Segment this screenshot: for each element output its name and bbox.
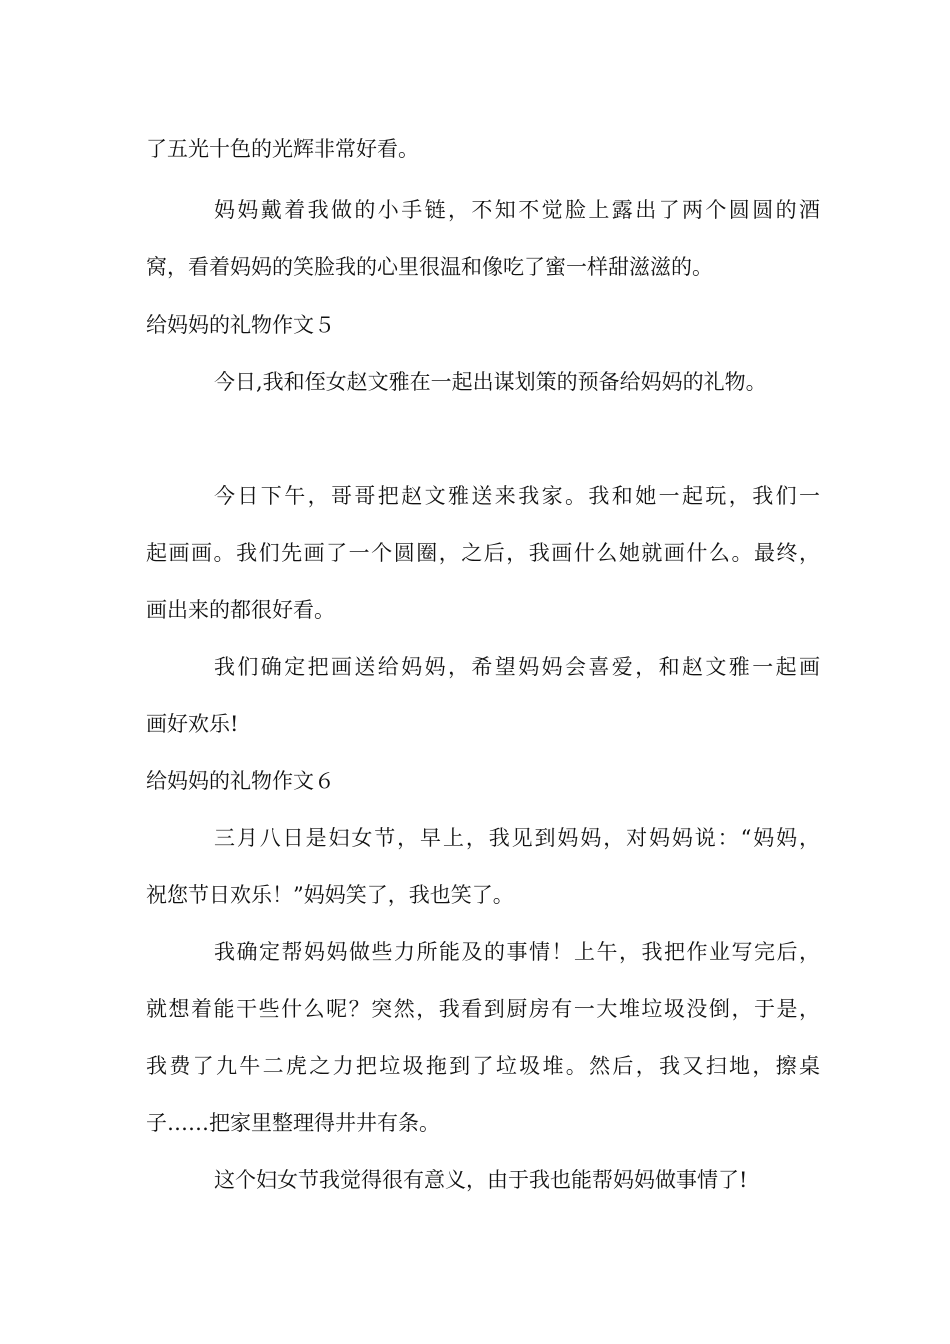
paragraph-line: 画出来的都很好看。 <box>146 598 335 622</box>
section-heading: 给妈妈的礼物作文５ <box>146 313 335 337</box>
paragraph-line: 画好欢乐! <box>146 712 239 736</box>
paragraph-line: 起画画。我们先画了一个圆圈，之后，我画什么她就画什么。最终， <box>146 541 820 565</box>
paragraph-line: 窝，看着妈妈的笑脸我的心里很温和像吃了蜜一样甜滋滋的。 <box>146 255 713 279</box>
paragraph-line: 了五光十色的光辉非常好看。 <box>146 137 419 161</box>
paragraph-line: 三月八日是妇女节，早上，我见到妈妈，对妈妈说：“妈妈， <box>214 826 820 850</box>
paragraph-line: 这个妇女节我觉得很有意义，由于我也能帮妈妈做事情了! <box>214 1168 748 1192</box>
paragraph-line: 子……把家里整理得井井有条。 <box>146 1111 440 1135</box>
section-heading: 给妈妈的礼物作文６ <box>146 769 335 793</box>
paragraph-line: 我确定帮妈妈做些力所能及的事情！上午，我把作业写完后， <box>214 940 820 964</box>
paragraph-line: 祝您节日欢乐！”妈妈笑了，我也笑了。 <box>146 883 514 907</box>
paragraph-line: 我费了九牛二虎之力把垃圾拖到了垃圾堆。然后，我又扫地，擦桌 <box>146 1054 820 1078</box>
paragraph-line: 我们确定把画送给妈妈，希望妈妈会喜爱，和赵文雅一起画 <box>214 655 820 679</box>
paragraph-line: 就想着能干些什么呢？突然，我看到厨房有一大堆垃圾没倒，于是， <box>146 997 820 1021</box>
paragraph-line: 今日,我和侄女赵文雅在一起出谋划策的预备给妈妈的礼物。 <box>214 370 767 394</box>
paragraph-line: 妈妈戴着我做的小手链，不知不觉脸上露出了两个圆圆的酒 <box>214 198 820 222</box>
paragraph-line: 今日下午，哥哥把赵文雅送来我家。我和她一起玩，我们一 <box>214 484 820 508</box>
